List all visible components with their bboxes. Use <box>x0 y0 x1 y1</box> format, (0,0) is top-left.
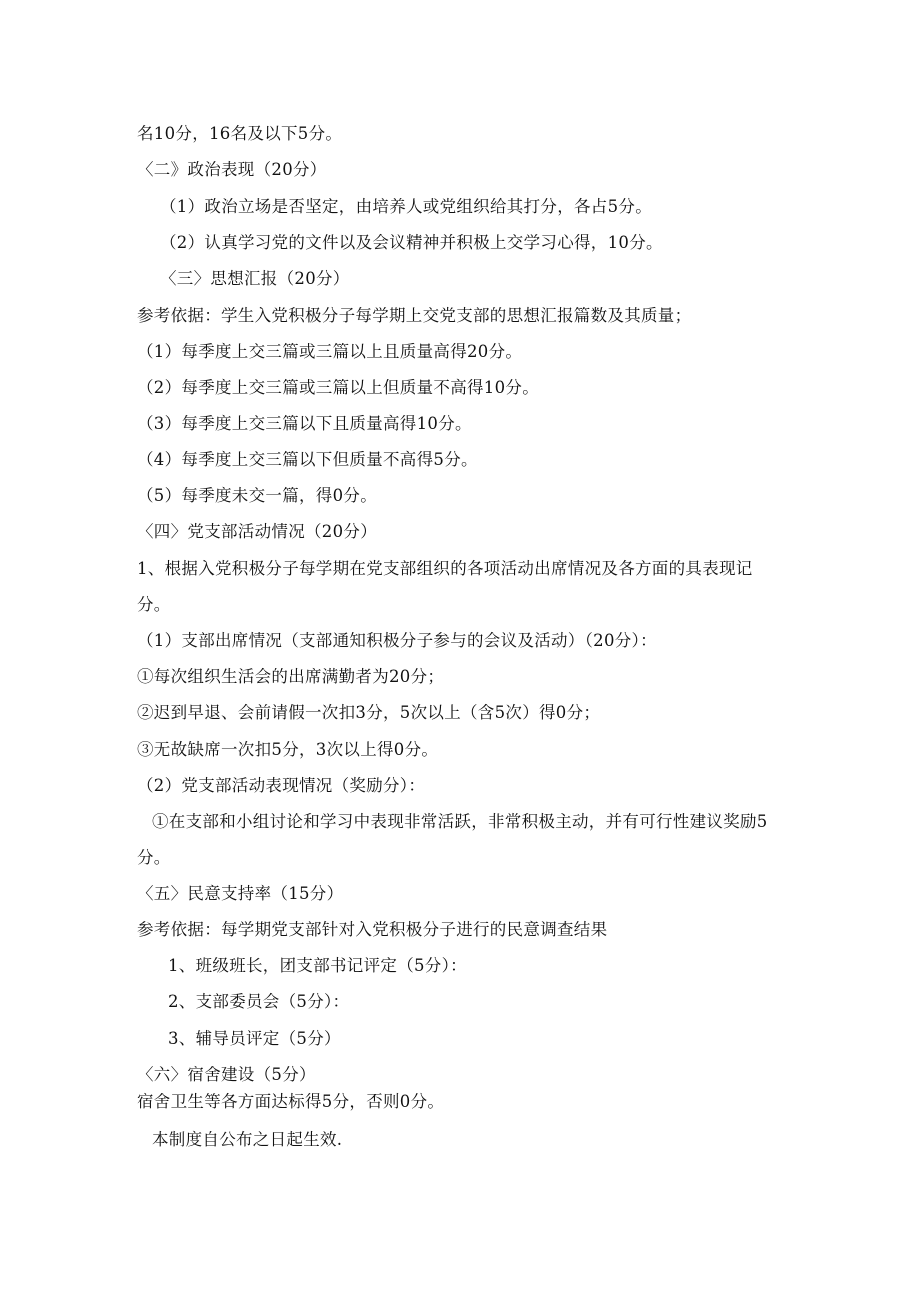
text-line: 1、根据入党积极分子每学期在党支部组织的各项活动出席情况及各方面的具表现记 <box>137 559 753 578</box>
text-line: （3）每季度上交三篇以下且质量高得10分。 <box>137 414 472 433</box>
section-heading-4: 〈四〉党支部活动情况（20分） <box>137 522 377 541</box>
closing-line: 本制度自公布之日起生效. <box>152 1130 343 1149</box>
text-line: ③无故缺席一次扣5分，3次以上得0分。 <box>137 740 439 759</box>
text-line: ①在支部和小组讨论和学习中表现非常活跃，非常积极主动，并有可行性建议奖励5 <box>152 812 768 831</box>
text-line: （2）认真学习党的文件以及会议精神并积极上交学习心得，10分。 <box>160 233 663 252</box>
section-heading-2: 〈二》政治表现（20分） <box>137 160 327 179</box>
text-line: 分。 <box>137 848 171 867</box>
text-line: 名10分，16名及以下5分。 <box>137 124 343 143</box>
text-line: ①每次组织生活会的出席满勤者为20分； <box>137 667 445 686</box>
text-line: （1）政治立场是否坚定，由培养人或党组织给其打分，各占5分。 <box>160 197 652 216</box>
text-line: 参考依据：每学期党支部针对入党积极分子进行的民意调查结果 <box>137 920 608 939</box>
text-line: 宿舍卫生等各方面达标得5分，否则0分。 <box>137 1092 445 1111</box>
text-line: （1）每季度上交三篇或三篇以上且质量高得20分。 <box>137 342 523 361</box>
text-line: 1、班级班长，团支部书记评定（5分）： <box>168 956 467 975</box>
text-line: 2、支部委员会（5分）： <box>168 992 350 1011</box>
text-line: 参考依据：学生入党积极分子每学期上交党支部的思想汇报篇数及其质量； <box>137 306 692 325</box>
text-line: ②迟到早退、会前请假一次扣3分，5次以上（含5次）得0分； <box>137 703 601 722</box>
text-line: 分。 <box>137 595 171 614</box>
text-line: （2）每季度上交三篇或三篇以上但质量不高得10分。 <box>137 378 539 397</box>
text-line: （1）支部出席情况（支部通知积极分子参与的会议及活动）（20分）： <box>137 631 657 650</box>
text-line: （2）党支部活动表现情况（奖励分）： <box>137 776 426 795</box>
section-heading-3: 〈三〉思想汇报（20分） <box>160 269 350 288</box>
text-line: （5）每季度未交一篇，得0分。 <box>137 486 377 505</box>
text-line: 3、辅导员评定（5分） <box>168 1029 341 1048</box>
text-line: （4）每季度上交三篇以下但质量不高得5分。 <box>137 450 478 469</box>
section-heading-5: 〈五〉民意支持率（15分） <box>137 884 344 903</box>
section-heading-6: 〈六〉宿舍建设（5分） <box>137 1065 316 1084</box>
